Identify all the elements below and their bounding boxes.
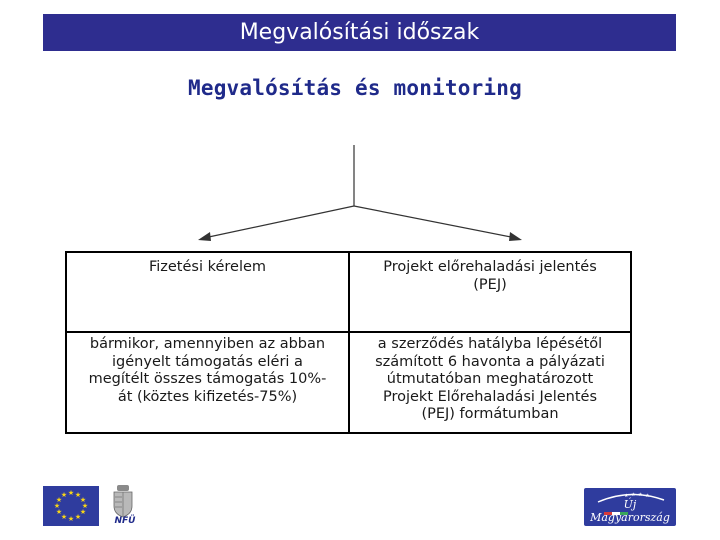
svg-text:★: ★ bbox=[67, 489, 75, 497]
cell-progress-report-header: Projekt előrehaladási jelentés (PEJ) bbox=[350, 253, 630, 333]
info-table bbox=[65, 251, 632, 434]
nfu-label: NFÜ bbox=[114, 516, 136, 526]
eu-flag-icon bbox=[43, 486, 99, 526]
page-subtitle: Megvalósítás és monitoring bbox=[188, 76, 522, 100]
connector-left-branch bbox=[204, 206, 354, 238]
uj-magyarorszag-logo-icon bbox=[584, 488, 676, 526]
page-title: Megvalósítási időszak bbox=[239, 20, 480, 45]
svg-text:★: ★ bbox=[79, 508, 87, 516]
svg-text:★: ★ bbox=[74, 491, 82, 499]
svg-text:★: ★ bbox=[79, 496, 87, 504]
svg-text:★: ★ bbox=[631, 492, 636, 498]
svg-text:★: ★ bbox=[67, 515, 75, 523]
svg-text:★: ★ bbox=[638, 492, 643, 498]
connector-right-branch bbox=[354, 206, 516, 238]
cell-progress-report-body: a szerződés hatályba lépésétől számított 6 havonta a pályázati útmutatóban meghatározott Projekt Előrehaladási Jelentés (PEJ) formátumban bbox=[375, 336, 605, 422]
arrowhead-left bbox=[198, 232, 211, 241]
cell-payment-request-header: Fizetési kérelem bbox=[67, 253, 350, 333]
svg-text:★: ★ bbox=[60, 491, 68, 499]
uj-logo-text: Új Magyarország bbox=[590, 498, 670, 524]
svg-text:★: ★ bbox=[55, 496, 63, 504]
svg-text:★: ★ bbox=[81, 502, 89, 510]
svg-text:★: ★ bbox=[60, 513, 68, 521]
cell-payment-request-body: bármikor, amennyiben az abban igényelt támogatás eléri a megítélt összes támogatás 10%- át (köztes kifizetés-75%) bbox=[67, 333, 350, 432]
svg-text:★: ★ bbox=[53, 502, 61, 510]
arrowhead-right bbox=[509, 232, 522, 241]
svg-text:★: ★ bbox=[645, 493, 650, 499]
svg-text:★: ★ bbox=[55, 508, 63, 516]
svg-text:★: ★ bbox=[74, 513, 82, 521]
svg-text:★: ★ bbox=[624, 493, 629, 499]
